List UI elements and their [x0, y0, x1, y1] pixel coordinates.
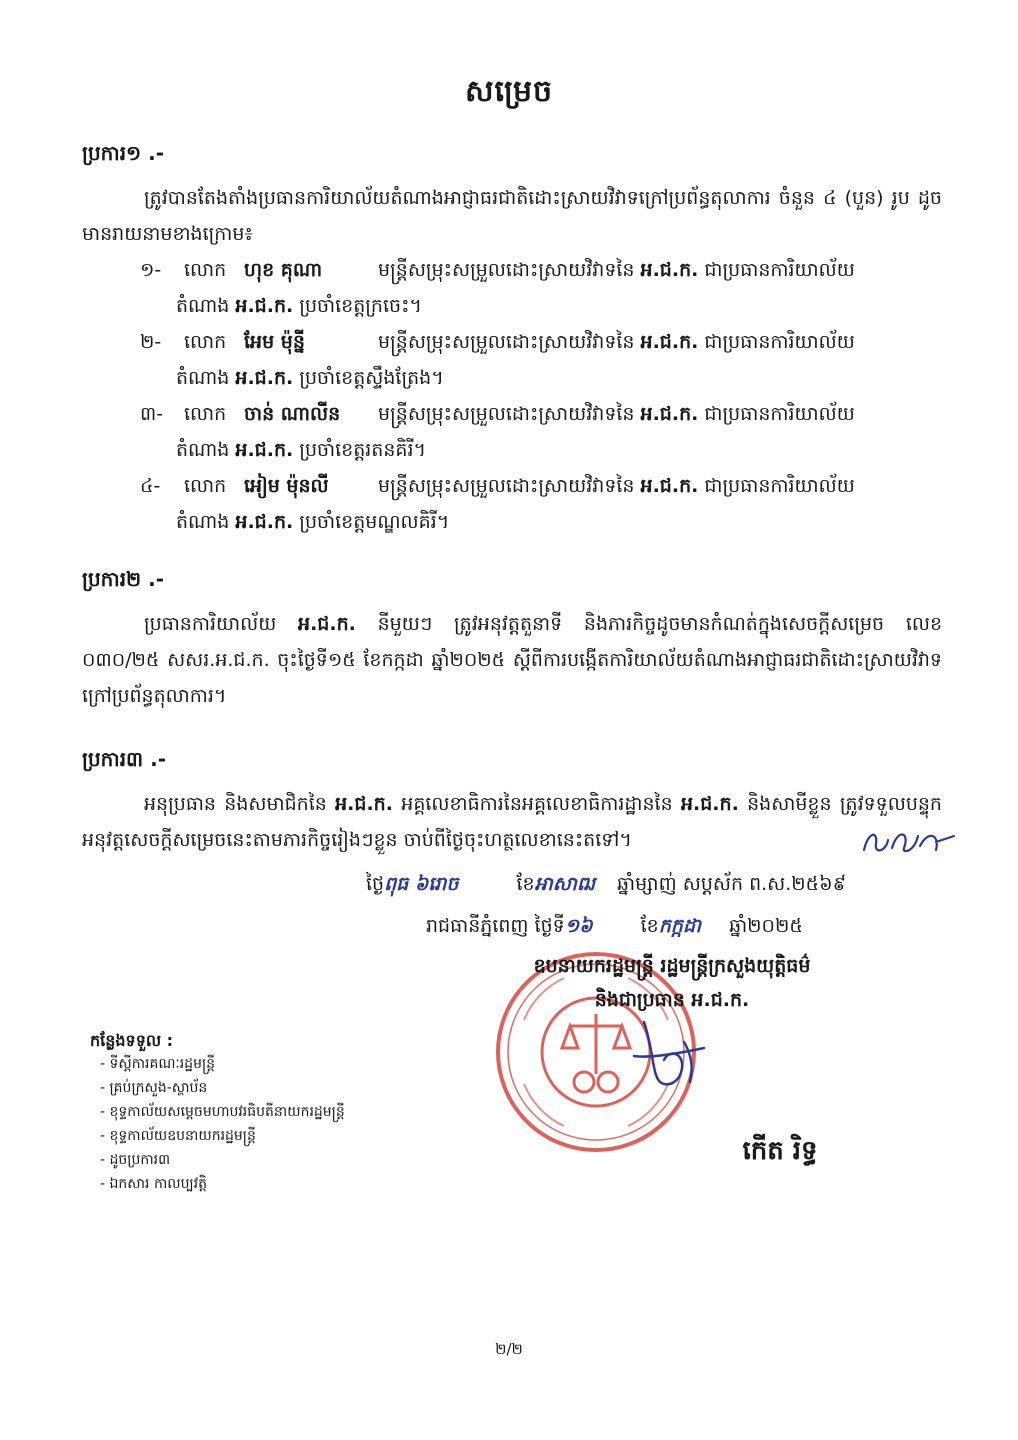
solar-year: ឆ្នាំ២០២៥	[729, 915, 803, 937]
list-item: - ទីស្តីការគណៈរដ្ឋមន្ត្រី	[100, 1056, 216, 1072]
signatory-title-line2: និងជាប្រធាន អ.ជ.ក.	[594, 989, 750, 1011]
solar-month-label: ខែ	[640, 915, 659, 937]
item-number: ៤-	[140, 475, 161, 497]
list-item: - ដូចប្រការ៣	[100, 1152, 171, 1168]
item-number: ៣-	[140, 403, 164, 425]
initials-signature	[858, 822, 958, 862]
item-org: អ.ជ.ក.	[235, 439, 294, 461]
list-item	[140, 324, 940, 396]
list-item	[140, 468, 940, 540]
lunar-day-label: ថ្ងៃ	[366, 873, 385, 895]
item-province: ប្រចាំខេត្តក្រចេះ។	[299, 295, 422, 317]
list-item: - គ្រប់ក្រសួង-ស្ថាប័ន	[100, 1080, 208, 1096]
list-item: - ខុទ្ទកាល័យឧបនាយករដ្ឋមន្ត្រី	[100, 1128, 256, 1144]
item-name: អែម ម៉ុន្នី	[244, 331, 305, 353]
signatory-title	[472, 954, 872, 1016]
solar-day-value: ១៦	[564, 915, 593, 937]
item-position: ជាប្រធានការិយាល័យ	[704, 259, 855, 281]
item-org: អ.ជ.ក.	[235, 511, 294, 533]
article-3-text-a: អនុប្រធាន និងសមាជិកនៃ	[144, 793, 327, 815]
article-3-heading: ប្រការ៣ .-	[82, 747, 166, 771]
item-line2-prefix: តំណាង	[176, 367, 230, 389]
list-item	[140, 396, 940, 468]
article-3-org-1: អ.ជ.ក.	[335, 793, 393, 815]
item-line2-prefix: តំណាង	[176, 439, 230, 461]
article-1-intro	[82, 180, 942, 252]
list-item: - ខុទ្ទកាល័យសម្តេចមហាបវរធិបតីនាយករដ្ឋមន្ត្រី	[100, 1104, 345, 1120]
article-2-heading: ប្រការ២ .-	[82, 567, 165, 591]
article-2-text-b: នីមួយៗ ត្រូវអនុវត្តតួនាទី និងភារកិច្ចដូចមានកំណត់ក្នុងសេចក្តីសម្រេច លេខ ០៣០/២៥ សសរ.អ.ជ.ក. ចុះថ្ងៃទី១៥ ខែកក្កដា ឆ្នាំ២០២៥ ស្តីពីការបង្កើតការិយាល័យតំណាងអាជ្ញាធរជាតិដោះស្រាយវិវាទក្រៅប្រព័ន្ធតុលាការ។	[82, 613, 943, 707]
item-org: អ.ជ.ក.	[640, 403, 699, 425]
item-org: អ.ជ.ក.	[235, 367, 294, 389]
item-name: ហុខ គុណា	[244, 259, 323, 281]
signatory-name: កើត រិទ្ធ	[742, 1136, 818, 1166]
lunar-year: ឆ្នាំម្សាញ់ សប្តស័ក ព.ស.២៥៦៩	[617, 873, 847, 895]
document-title: សម្រេច	[464, 74, 554, 109]
item-role: មន្ត្រីសម្រុះសម្រួលដោះស្រាយវិវាទនៃ	[378, 475, 635, 497]
article-3-body	[82, 786, 942, 858]
handwritten-signature	[624, 1012, 714, 1092]
solar-month-value: កក្កដា	[658, 915, 701, 937]
item-province: ប្រចាំខេត្តស្ទឹងត្រែង។	[299, 367, 444, 389]
item-position: ជាប្រធានការិយាល័យ	[704, 331, 855, 353]
article-2-text-a: ប្រធានការិយាល័យ	[144, 613, 277, 635]
item-honorific: លោក	[184, 259, 227, 281]
lunar-month-label: ខែ	[516, 873, 535, 895]
item-name: អៀម ម៉ុនលី	[244, 475, 329, 497]
item-line2-prefix: តំណាង	[176, 295, 230, 317]
item-role: មន្ត្រីសម្រុះសម្រួលដោះស្រាយវិវាទនៃ	[378, 259, 635, 281]
page-number: ២/២	[495, 1340, 523, 1358]
article-3-org-2: អ.ជ.ក.	[680, 793, 739, 815]
item-line2-prefix: តំណាង	[176, 511, 230, 533]
item-position: ជាប្រធានការិយាល័យ	[704, 475, 855, 497]
solar-date-line	[426, 914, 803, 942]
item-org: អ.ជ.ក.	[640, 331, 699, 353]
list-item: - ឯកសារ កាលប្បវត្តិ	[100, 1176, 207, 1192]
lunar-month-value: អាសាឍ	[534, 873, 595, 895]
lunar-day-value: ពុធ ៦រោច	[384, 873, 459, 895]
item-role: មន្ត្រីសម្រុះសម្រួលដោះស្រាយវិវាទនៃ	[378, 331, 635, 353]
item-org: អ.ជ.ក.	[235, 295, 294, 317]
item-honorific: លោក	[184, 331, 227, 353]
item-honorific: លោក	[184, 403, 227, 425]
solar-place: រាជធានីភ្នំពេញ ថ្ងៃទី	[426, 915, 565, 937]
signatory-title-line1: ឧបនាយករដ្ឋមន្ត្រី រដ្ឋមន្ត្រីក្រសួងយុត្តិធម៌	[533, 955, 811, 977]
article-1-intro-text: ត្រូវបានតែងតាំងប្រធានការិយាល័យតំណាងអាជ្ញាធរជាតិដោះស្រាយវិវាទក្រៅប្រព័ន្ធតុលាការ ចំនួន ៤ (បួន) រូប ដូចមានរាយនាមខាងក្រោម៖	[82, 187, 942, 245]
item-name: ចាន់ ណាលីន	[244, 403, 341, 425]
item-province: ប្រចាំខេត្តមណ្ឌលគិរី។	[299, 511, 450, 533]
article-2-org: អ.ជ.ក.	[298, 613, 356, 635]
item-honorific: លោក	[184, 475, 227, 497]
lunar-date-line	[366, 872, 846, 900]
item-number: ១-	[140, 259, 162, 281]
item-number: ២-	[140, 331, 162, 353]
list-item	[140, 252, 940, 324]
article-1-heading: ប្រការ១ .-	[82, 141, 165, 165]
recipients-title: កន្លែងទទួល :	[90, 1031, 174, 1050]
item-position: ជាប្រធានការិយាល័យ	[704, 403, 855, 425]
article-2-body	[82, 606, 942, 714]
item-org: អ.ជ.ក.	[640, 259, 699, 281]
article-3-text-c: និងសាមីខ្លួន ត្រូវទទួលបន្ទុកអនុវត្តសេចក្តីសម្រេចនេះតាមភារកិច្ចរៀងៗខ្លួន ចាប់ពីថ្ងៃចុះហត្ថលេខានេះតទៅ។	[82, 793, 942, 851]
item-province: ប្រចាំខេត្តរតនគិរី។	[299, 439, 427, 461]
item-role: មន្ត្រីសម្រុះសម្រួលដោះស្រាយវិវាទនៃ	[378, 403, 635, 425]
item-org: អ.ជ.ក.	[640, 475, 699, 497]
article-3-text-b: អគ្គលេខាធិការនៃអគ្គលេខាធិការដ្ឋាននៃ	[401, 793, 673, 815]
